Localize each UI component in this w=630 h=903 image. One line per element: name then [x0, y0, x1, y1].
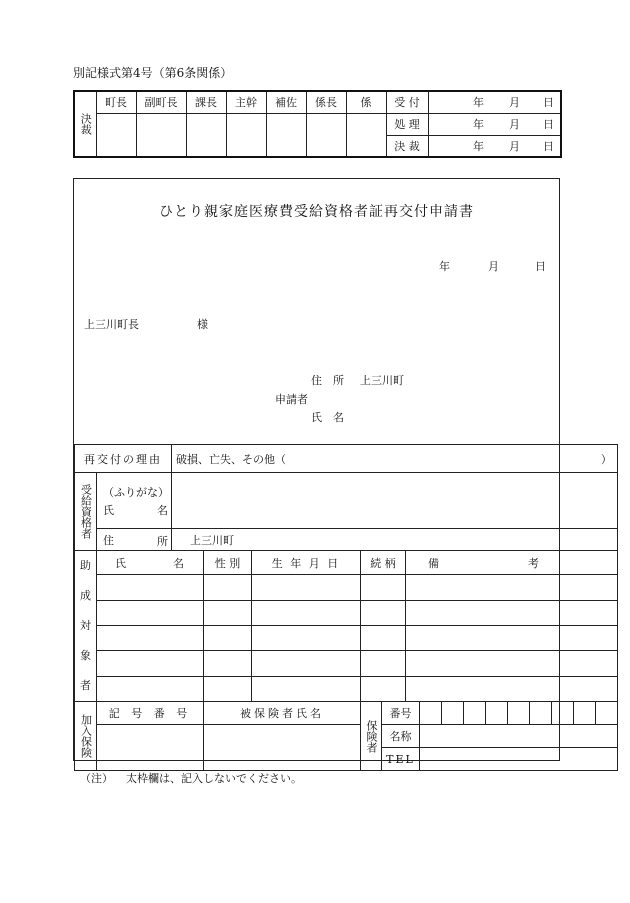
applicant-name-label[interactable]: 氏 名 [311, 411, 344, 424]
recipient-furigana-label: （ふりがな） [103, 485, 169, 499]
insurer-digit-cell[interactable] [442, 702, 464, 725]
stamp-cell-staff [346, 113, 386, 157]
date-day[interactable]: 日 [535, 260, 546, 273]
role-manager: 主幹 [226, 91, 266, 113]
note-prefix: （注） [80, 772, 113, 785]
subject-birth-cell[interactable] [252, 600, 361, 625]
subject-birth-cell[interactable] [252, 676, 361, 701]
stamp-cell-mayor [96, 113, 136, 157]
subject-name-cell[interactable] [97, 600, 204, 625]
applicant-address-prefix[interactable]: 上三川町 [360, 374, 404, 387]
form-detail-table [74, 444, 618, 771]
subject-sex-cell[interactable] [204, 600, 252, 625]
insurer-digit-cell[interactable] [508, 702, 530, 725]
applicant-group-label: 申請者 [275, 393, 308, 406]
step-processed-day: 日 [524, 113, 561, 135]
subject-relation-cell[interactable] [361, 625, 406, 650]
step-received-year: 年 [428, 91, 488, 113]
subject-relation-cell[interactable] [361, 600, 406, 625]
step-approved-month: 月 [488, 135, 524, 157]
insurance-number-header: 記 号 番 号 [97, 702, 204, 725]
role-deputy-mayor: 副町長 [136, 91, 186, 113]
subject-sex-cell[interactable] [204, 651, 252, 676]
recipient-name-label-2: 名 [157, 503, 168, 517]
honorific: 様 [197, 318, 208, 331]
step-approved-year: 年 [428, 135, 488, 157]
approval-table [73, 90, 562, 158]
subjects-header-name: 氏 名 [97, 551, 204, 575]
note-text: 太枠欄は、記入しないでください。 [126, 772, 302, 785]
reason-text[interactable]: 破損、亡失、その他（ [172, 445, 596, 473]
subject-birth-cell[interactable] [252, 575, 361, 600]
recipient-name-label-cell [97, 473, 172, 529]
insurer-side-label: 保険者 [361, 702, 382, 771]
applicant-address-label: 住 所 [311, 374, 344, 387]
subject-sex-cell[interactable] [204, 676, 252, 701]
subject-row [75, 600, 618, 625]
form-title: ひとり親家庭医療費受給資格者証再交付申請書 [159, 204, 474, 220]
insurer-digit-cell[interactable] [530, 702, 552, 725]
application-form [73, 178, 612, 766]
recipient-address-label-2: 所 [157, 535, 168, 548]
date-year[interactable]: 年 [439, 260, 450, 273]
subjects-side-label: 助 成 対 象 者 [75, 551, 97, 702]
step-approved-label: 決 裁 [386, 135, 428, 157]
recipient-address-label-1: 住 [103, 533, 114, 547]
insurer-tel-input[interactable] [420, 748, 618, 771]
subject-name-cell[interactable] [97, 625, 204, 650]
subject-relation-cell[interactable] [361, 575, 406, 600]
subjects-header-birth: 生 年 月 日 [252, 551, 361, 575]
stamp-cell-subsection-chief [306, 113, 346, 157]
step-received-month: 月 [488, 91, 524, 113]
stamp-cell-assistant [266, 113, 306, 157]
insurer-digit-cell[interactable] [596, 702, 618, 725]
approval-side-label: 決裁 [74, 91, 96, 157]
step-approved-day: 日 [524, 135, 561, 157]
form-number: 別記様式第4号（第6条関係） [73, 66, 233, 80]
subject-name-cell[interactable] [97, 651, 204, 676]
role-section-chief: 課長 [186, 91, 226, 113]
subject-relation-cell[interactable] [361, 676, 406, 701]
subject-remarks-cell[interactable] [406, 651, 618, 676]
insurance-insured-header: 被保険者氏名 [204, 702, 361, 725]
subject-remarks-cell[interactable] [406, 625, 618, 650]
subject-sex-cell[interactable] [204, 575, 252, 600]
addressee: 上三川町長 [84, 318, 139, 331]
subject-name-cell[interactable] [97, 676, 204, 701]
stamp-cell-section-chief [186, 113, 226, 157]
date-month[interactable]: 月 [488, 260, 499, 273]
role-assistant: 補佐 [266, 91, 306, 113]
form-header-area [74, 179, 559, 444]
insurer-digit-cell[interactable] [486, 702, 508, 725]
subject-remarks-cell[interactable] [406, 575, 618, 600]
subjects-header-sex: 性 別 [204, 551, 252, 575]
stamp-cell-deputy-mayor [136, 113, 186, 157]
recipient-name-input[interactable] [172, 473, 618, 529]
subject-name-cell[interactable] [97, 575, 204, 600]
subject-row [75, 575, 618, 600]
stamp-cell-manager [226, 113, 266, 157]
subjects-header-relation: 続 柄 [361, 551, 406, 575]
role-subsection-chief: 係長 [306, 91, 346, 113]
subject-row [75, 676, 618, 701]
role-staff: 係 [346, 91, 386, 113]
insurance-number-input[interactable] [97, 725, 204, 771]
subject-remarks-cell[interactable] [406, 676, 618, 701]
insurer-number-label: 番号 [382, 702, 420, 725]
insured-name-input[interactable] [204, 725, 361, 771]
subject-sex-cell[interactable] [204, 625, 252, 650]
step-received-day: 日 [524, 91, 561, 113]
step-processed-label: 処 理 [386, 113, 428, 135]
insurer-digit-cell[interactable] [464, 702, 486, 725]
insurance-side-label: 加入保険 [75, 702, 97, 771]
insurer-digit-cell[interactable] [552, 702, 574, 725]
recipient-address-label-cell [97, 529, 172, 551]
subject-remarks-cell[interactable] [406, 600, 618, 625]
insurer-name-input[interactable] [420, 725, 618, 748]
step-received-label: 受 付 [386, 91, 428, 113]
insurer-name-label: 名称 [382, 725, 420, 748]
insurer-digit-cell[interactable] [420, 702, 442, 725]
reason-close: ） [596, 445, 618, 473]
recipient-side-label: 受給資格者 [75, 473, 97, 551]
recipient-address-input[interactable]: 上三川町 [172, 529, 618, 551]
insurer-digit-cell[interactable] [574, 702, 596, 725]
subject-row [75, 625, 618, 650]
role-mayor: 町長 [96, 91, 136, 113]
subjects-header-remarks: 備 考 [406, 551, 618, 575]
subject-row [75, 651, 618, 676]
insurer-tel-label: TEL [382, 748, 420, 771]
reason-label: 再交付の理由 [75, 445, 172, 473]
step-processed-month: 月 [488, 113, 524, 135]
subject-relation-cell[interactable] [361, 651, 406, 676]
recipient-name-label-1: 氏 [103, 503, 114, 517]
step-processed-year: 年 [428, 113, 488, 135]
subject-birth-cell[interactable] [252, 625, 361, 650]
subject-birth-cell[interactable] [252, 651, 361, 676]
